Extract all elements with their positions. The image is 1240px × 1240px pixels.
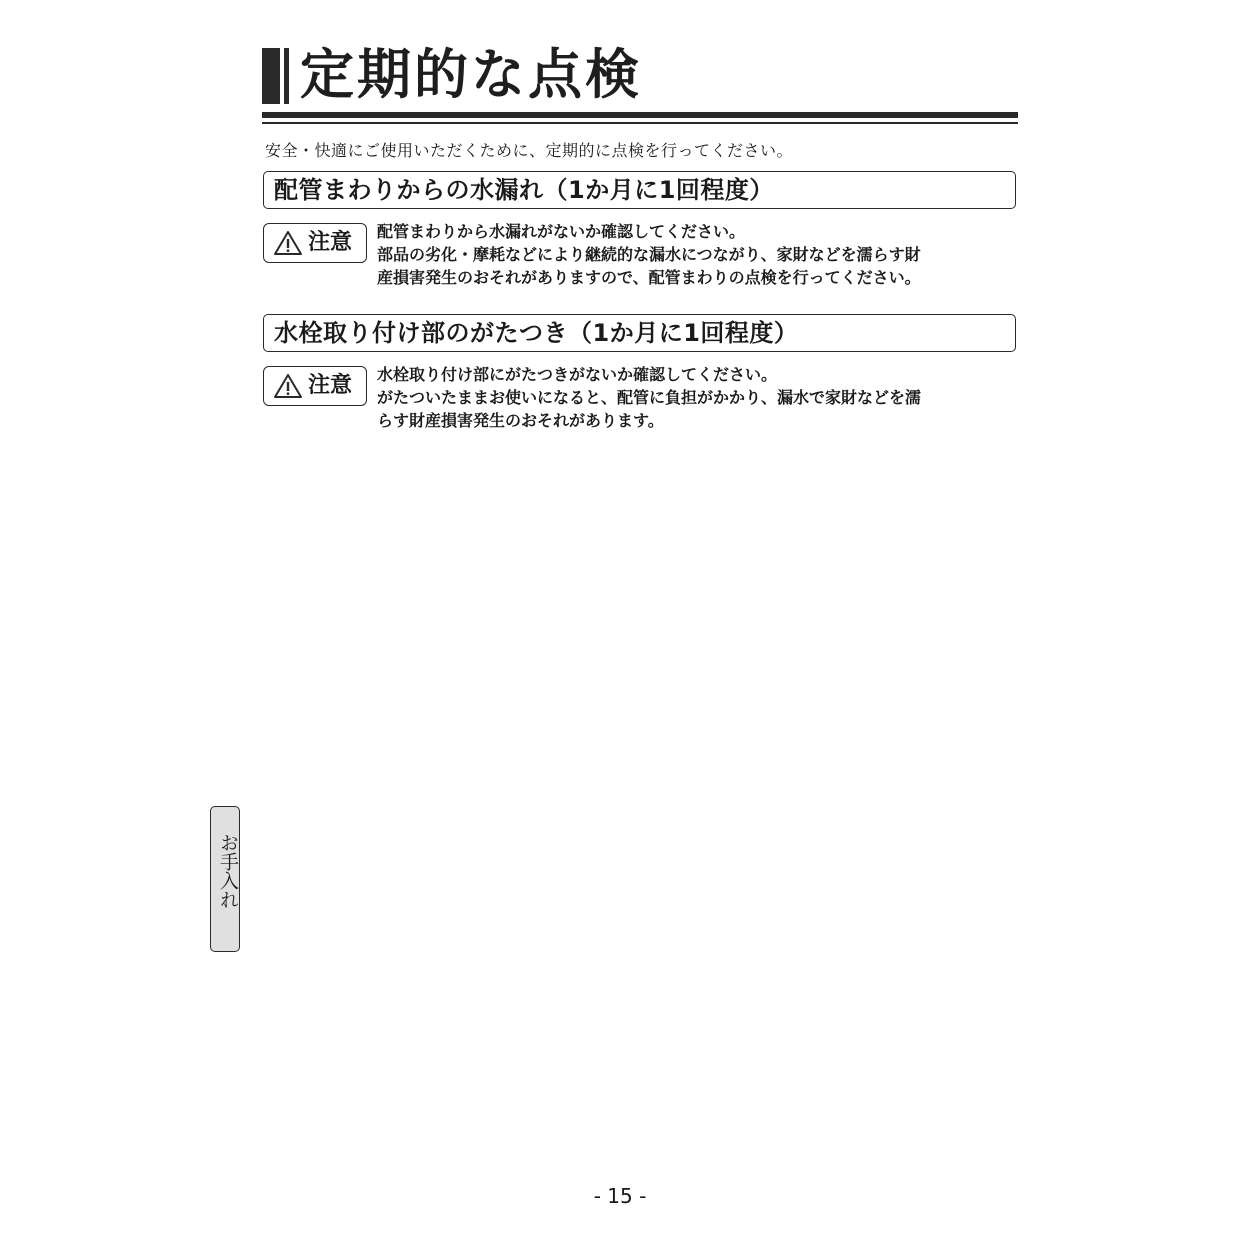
intro-text: 安全・快適にご使用いただくために、定期的に点検を行ってください。 [265, 141, 794, 160]
caution-badge [263, 366, 367, 406]
title-rule-thick [262, 112, 1018, 118]
side-tab-label: お手入れ [217, 833, 239, 909]
caution-line: 水栓取り付け部にがたつきがないか確認してください。 [377, 365, 778, 384]
caution-label: 注意 [308, 230, 353, 255]
title-rule-thin [262, 122, 1018, 124]
title-marker-bar-thin [284, 48, 289, 104]
caution-label: 注意 [308, 373, 353, 398]
caution-line: 産損害発生のおそれがありますので、配管まわりの点検を行ってください。 [377, 268, 921, 287]
caution-badge [263, 223, 367, 263]
side-tab-care[interactable] [210, 806, 240, 952]
section-heading-box [263, 314, 1016, 352]
section-heading: 配管まわりからの水漏れ（1か月に1回程度） [274, 176, 774, 204]
caution-text [377, 363, 1017, 432]
page-title: 定期的な点検 [300, 43, 642, 106]
caution-line: がたついたままお使いになると、配管に負担がかかり、漏水で家財などを濡 [377, 388, 922, 407]
page-number: - 15 - [593, 1184, 647, 1208]
title-marker-bar [262, 48, 280, 104]
caution-line: 部品の劣化・摩耗などにより継続的な漏水につながり、家財などを濡らす財 [377, 245, 921, 264]
warning-triangle-icon [273, 230, 303, 256]
caution-line: らす財産損害発生のおそれがあります。 [377, 411, 664, 430]
caution-line: 配管まわりから水漏れがないか確認してください。 [377, 222, 746, 241]
section-heading: 水栓取り付け部のがたつき（1か月に1回程度） [274, 319, 799, 347]
caution-text [377, 220, 1017, 289]
warning-triangle-icon [273, 373, 303, 399]
section-heading-box [263, 171, 1016, 209]
